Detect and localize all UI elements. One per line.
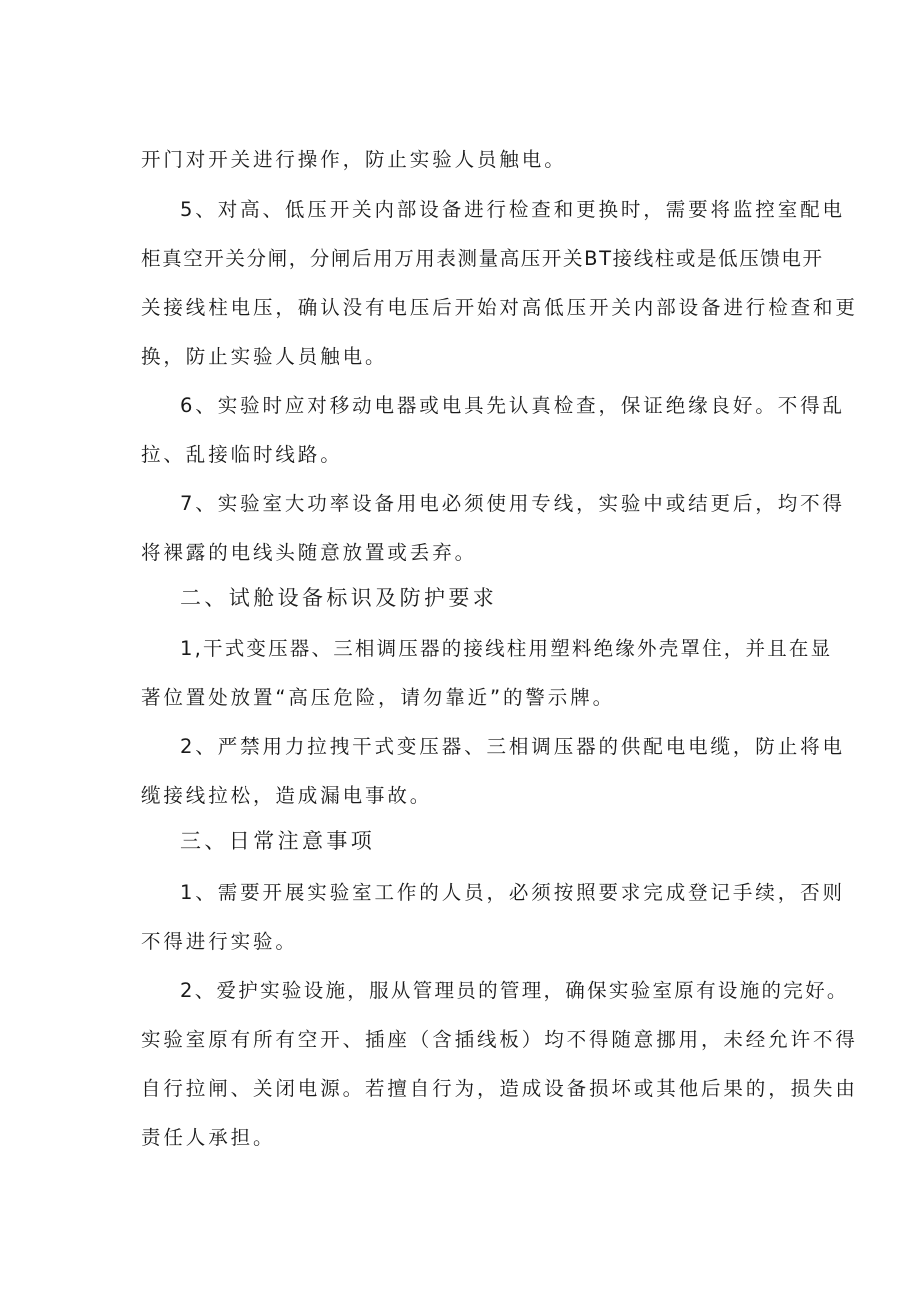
text-line: 关接线柱电压，确认没有电压后开始对高低压开关内部设备进行检查和更 [141,296,858,319]
text-line: 5、对高、低压开关内部设备进行检查和更换时，需要将监控室配电 [180,198,845,221]
text-line: 换，防止实验人员触电。 [141,345,388,368]
section-heading: 三、日常注意事项 [180,829,376,853]
text-line: 不得进行实验。 [141,930,298,953]
text-line: 7、实验室大功率设备用电必须使用专线，实验中或结更后，均不得 [180,492,845,515]
text-line: 1,干式变压器、三相调压器的接线柱用塑料绝缘外壳罩住，并且在显 [180,637,833,660]
text-line: 开门对开关进行操作，防止实验人员触电。 [141,148,567,171]
text-line: 著位置处放置“高压危险，请勿靠近”的警示牌。 [141,686,616,709]
text-line: 柜真空开关分闸，分闸后用万用表测量高压开关BT接线柱或是低压馈电开 [141,247,824,270]
text-line: 缆接线拉松，造成漏电事故。 [141,784,433,807]
text-line: 6、实验时应对移动电器或电具先认真检查，保证绝缘良好。不得乱 [180,394,845,417]
text-line: 责任人承担。 [141,1126,276,1149]
section-heading: 二、试舱设备标识及防护要求 [180,586,498,610]
text-line: 1、需要开展实验室工作的人员，必须按照要求完成登记手续，否则 [180,881,845,904]
text-line: 实验室原有所有空开、插座（含插线板）均不得随意挪用，未经允许不得 [141,1028,858,1051]
text-line: 拉、乱接临时线路。 [141,443,343,466]
text-line: 自行拉闸、关闭电源。若擅自行为，造成设备损坏或其他后果的，损失由 [141,1077,858,1100]
text-line: 将裸露的电线头随意放置或丢弃。 [141,541,478,564]
text-line: 2、爱护实验设施，服从管理员的管理，确保实验室原有设施的完好。 [180,979,849,1002]
text-line: 2、严禁用力拉拽干式变压器、三相调压器的供配电电缆，防止将电 [180,735,845,758]
